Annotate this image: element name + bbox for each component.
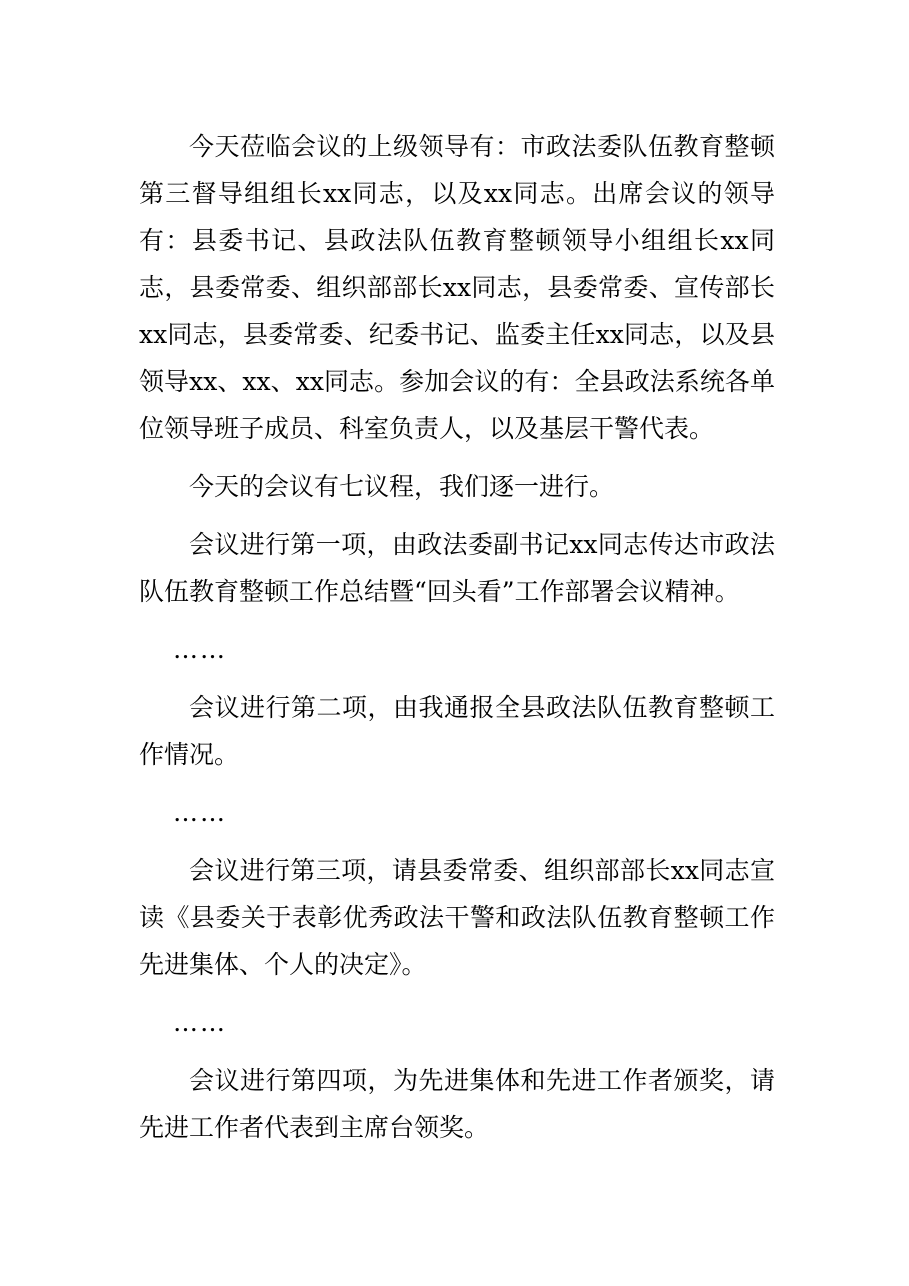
paragraph-item-two: 会议进行第二项，由我通报全县政法队伍教育整顿工作情况。 bbox=[139, 693, 775, 769]
paragraph-item-three: 会议进行第三项，请县委常委、组织部部长xx同志宣读《县委关于表彰优秀政法干警和政法队伍教育整顿工作先进集体、个人的决定》。 bbox=[139, 856, 775, 979]
paragraph-agenda-intro: 今天的会议有七议程，我们逐一进行。 bbox=[189, 472, 615, 501]
document-body bbox=[139, 123, 775, 1162]
ellipsis-one: …… bbox=[173, 635, 227, 664]
paragraph-attendees: 今天莅临会议的上级领导有：市政法委队伍教育整顿第三督导组组长xx同志，以及xx同志。出席会议的领导有：县委书记、县政法队伍教育整顿领导小组组长xx同志，县委常委、组织部部长xx同志，县委常委、宣传部长xx同志，县委常委、纪委书记、监委主任xx同志，以及县领导xx、xx、xx同志。参加会议的有：全县政法系统各单位领导班子成员、科室负责人，以及基层干警代表。 bbox=[139, 132, 775, 443]
ellipsis-two: …… bbox=[173, 798, 227, 827]
ellipsis-three: …… bbox=[173, 1008, 227, 1037]
paragraph-item-four: 会议进行第四项，为先进集体和先进工作者颁奖，请先进工作者代表到主席台领奖。 bbox=[139, 1066, 775, 1142]
paragraph-item-one: 会议进行第一项，由政法委副书记xx同志传达市政法队伍教育整顿工作总结暨“回头看”工作部署会议精神。 bbox=[139, 530, 775, 606]
